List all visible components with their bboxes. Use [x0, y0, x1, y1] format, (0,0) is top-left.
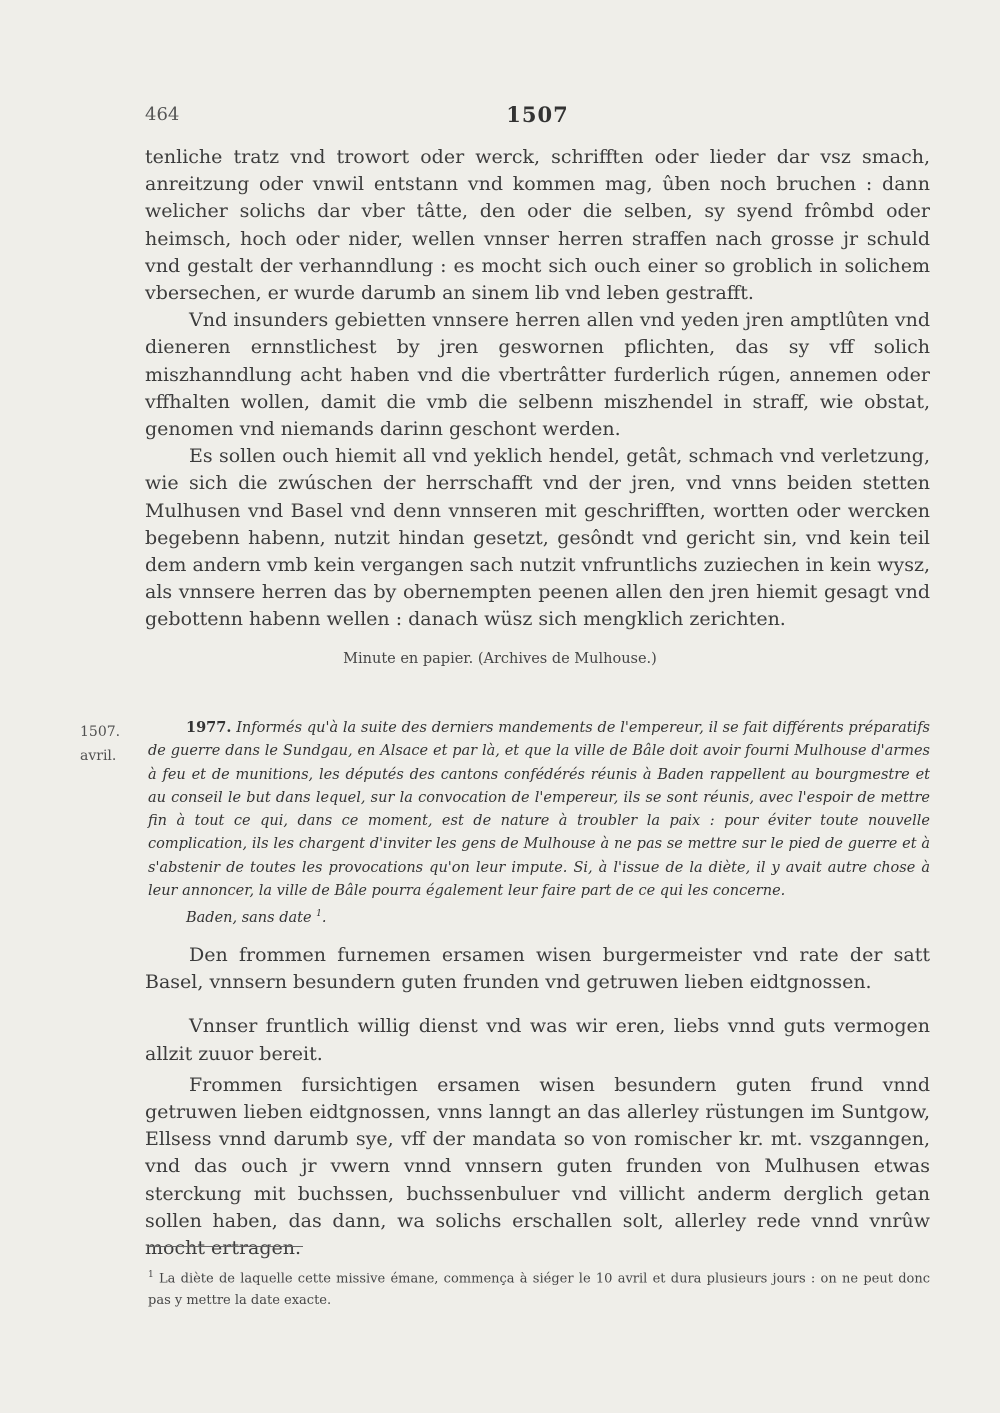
footnote-marker: 1 — [148, 1270, 154, 1280]
letter-greeting: Vnnser fruntlich willig dienst vnd was wir eren, liebs vnnd guts vermogen allzit zuuor bereit. — [145, 1015, 930, 1065]
letter-address: Den frommen furnemen ersamen wisen burgermeister vnd rate der satt Basel, vnnsern besundern guten frunden vnd getruwen lieben eidtgnossen. — [145, 944, 930, 994]
summary-text: Informés qu'à la suite des derniers mandements de l'empereur, il se fait différents préparatifs de guerre dans le Sundgau, en Alsace et par là, et que la ville de Bâle doit avoir fourni Mulhouse d'armes à feu et de munitions, les députés des cantons confédérés réunis à Baden rappellent au bourgmestre et au conseil le but dans lequel, sur la convocation de l'empereur, ils se sont réunis, avec l'espoir de mettre fin à tout ce qui, dans ce moment, est de nature à troubler la paix : pour éviter toute nouvelle complication, ils les chargent d'inviter les gens de Mulhouse à ne pas se mettre sur le pied de guerre et à s'abstenir de toutes les provocations qu'on leur impute. Si, à l'issue de la diète, il y avait autre chose à leur annoncer, la ville de Bâle pourra également leur faire part de ce qui les concerne. — [148, 720, 931, 900]
footnote-divider — [148, 1246, 303, 1247]
page-header — [145, 104, 930, 134]
footnote-reference: 1 — [316, 909, 322, 920]
margin-year: 1507. — [80, 724, 121, 740]
letter-text — [145, 942, 930, 1262]
document-number: 1977. — [186, 719, 232, 736]
page-year-heading: 1507 — [506, 102, 569, 127]
paragraph: Es sollen ouch hiemit all vnd yeklich hendel, getât, schmach vnd verletzung, wie sich die zwúschen der herrschafft vnd der jren, vnd vnns beiden stetten Mulhusen vnd Basel vnd denn vnnseren mit geschrifften, wortten oder wercken begebenn habenn, nutzit hindan gesetzt, gesôndt vnd gericht sin, vnd kein teil dem andern vmb kein vergangen sach nutzit vnfruntlichs zuziechen in kein wysz, als vnnsere herren das by obernempten peenen allen den jren hiemit gesagt vnd gebottenn habenn wellen : danach wüsz sich mengklich zerichten. — [145, 445, 930, 631]
place-date-text: Baden, sans date — [186, 910, 312, 927]
source-note: Minute en papier. (Archives de Mulhouse.) — [343, 651, 657, 667]
footnote-text: La diète de laquelle cette missive émane, commença à siéger le 10 avril et dura plusieurs jours : on ne peut donc pas y mettre la date exacte. — [148, 1271, 930, 1309]
margin-month: avril. — [80, 748, 117, 764]
paragraph: Vnd insunders gebietten vnnsere herren allen vnd yeden jren amptlûten vnd dieneren ernnstlichest by jren geswornen pflichten, das sy vff solich miszhanndlung acht haben vnd die vbertrâtter furderlich rúgen, annemen oder vffhalten wollen, damit die vmb die selbenn miszhendel in straff, wie obstat, genomen vnd niemands darinn geschont werden. — [145, 309, 930, 441]
summary-place-date: Baden, sans date $^1$. — [186, 909, 327, 927]
paragraph-continuation: tenliche tratz vnd trowort oder werck, schrifften oder lieder dar vsz smach, anreitzung oder vnwil entstann vnd kommen mag, ûben noch bruchen : dann welicher solichs dar vber tâtte, den oder die selben, sy syend frômbd oder heimsch, hoch oder nider, wellen vnnser herren straffen nach grosse jr schuld vnd gestalt der verhanndlung : es mocht sich ouch einer so groblich in solichem vbersechen, er wurde darumb an sinem lib vnd leben gestrafft. — [145, 146, 930, 305]
margin-date — [80, 720, 120, 768]
page-number: 464 — [145, 104, 180, 125]
document-summary — [148, 716, 930, 931]
text-block-continuation — [145, 144, 930, 634]
footnote — [148, 1264, 930, 1312]
letter-paragraph: Frommen fursichtigen ersamen wisen besundern guten frund vnnd getruwen lieben eidtgnossen, vnns lanngt an das allerley rüstungen im Suntgow, Ellsess vnnd darumb sye, vff der mandata so von romischer kr. mt. vszganngen, vnd das ouch jr vwern vnnd vnnsern guten frunden von Mulhusen etwas sterckung mit buchssen, buchssenbuluer vnd villicht anderm derglich getan sollen haben, das dann, wa solichs erschallen solt, allerley rede vnnd vnrûw mocht ertragen. — [145, 1073, 930, 1260]
